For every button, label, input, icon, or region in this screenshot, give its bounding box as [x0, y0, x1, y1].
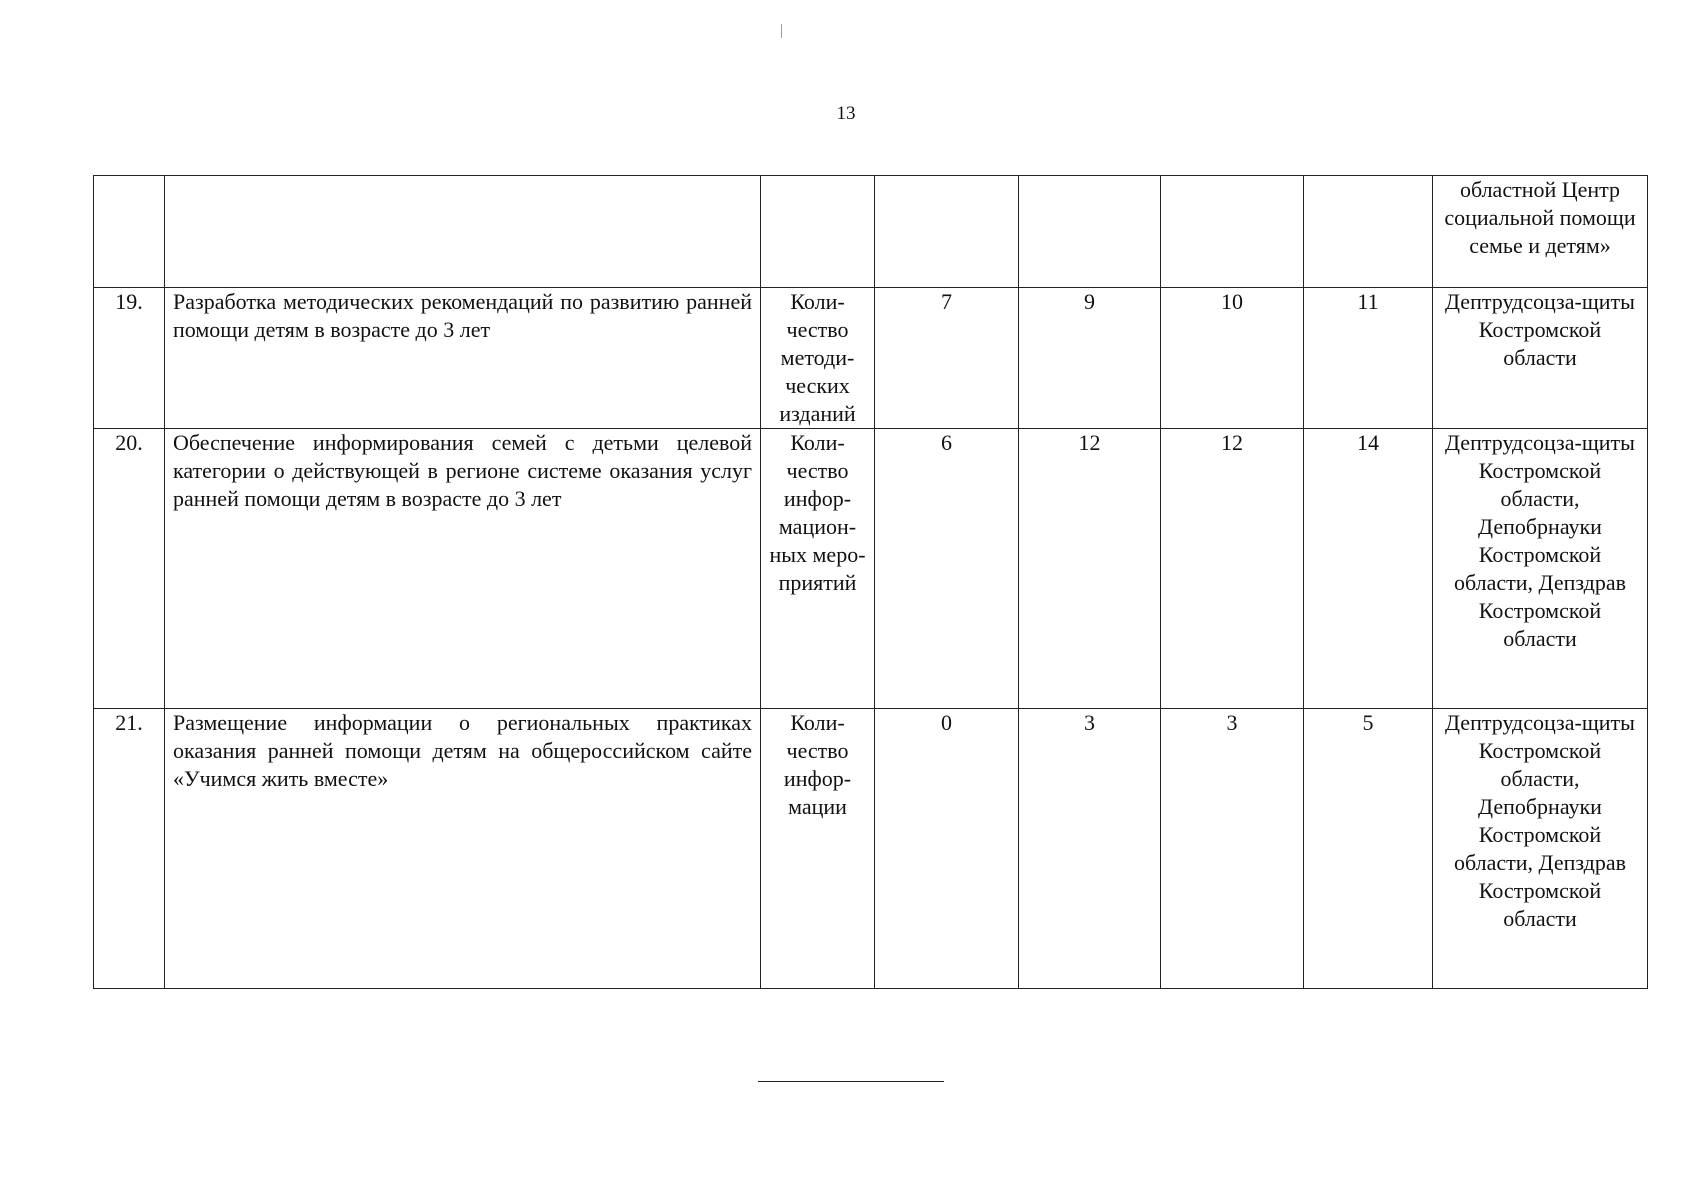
cell-value: [1019, 176, 1161, 288]
cell-value: 11: [1304, 288, 1433, 429]
measures-table: [93, 175, 1648, 989]
cell-unit: Коли-чество инфор-мацион-ных меро-приятий: [761, 429, 875, 709]
cell-value: [1304, 176, 1433, 288]
cell-unit: [761, 176, 875, 288]
cell-value: 12: [1161, 429, 1304, 709]
cell-value: 6: [875, 429, 1019, 709]
table-row: [94, 288, 1648, 429]
table-row: [94, 709, 1648, 989]
page-number: 13: [836, 103, 856, 124]
cell-value: 14: [1304, 429, 1433, 709]
cell-num: 20.: [94, 429, 165, 709]
cell-value: 7: [875, 288, 1019, 429]
cell-unit: Коли-чество инфор-мации: [761, 709, 875, 989]
cell-value: 12: [1019, 429, 1161, 709]
cell-value: 10: [1161, 288, 1304, 429]
cell-value: 9: [1019, 288, 1161, 429]
cell-num: 21.: [94, 709, 165, 989]
cell-value: [1161, 176, 1304, 288]
cell-num: 19.: [94, 288, 165, 429]
cell-value: 5: [1304, 709, 1433, 989]
cell-value: 0: [875, 709, 1019, 989]
cell-num: [94, 176, 165, 288]
cell-responsible: Дептрудсоцза-щиты Костромской области, Депобрнауки Костромской области, Депздрав Костромской области: [1433, 709, 1648, 989]
cell-name: Размещение информации о региональных практиках оказания ранней помощи детям на общероссийском сайте «Учимся жить вместе»: [165, 709, 761, 989]
cell-name: Обеспечение информирования семей с детьми целевой категории о действующей в регионе системе оказания услуг ранней помощи детям в возрасте до 3 лет: [165, 429, 761, 709]
end-of-document-rule: [758, 1081, 944, 1082]
table-row-continuation: [94, 176, 1648, 288]
scan-artifact-mark: [781, 24, 782, 38]
cell-responsible: Дептрудсоцза-щиты Костромской области, Депобрнауки Костромской области, Депздрав Костромской области: [1433, 429, 1648, 709]
table-row: [94, 429, 1648, 709]
cell-name: [165, 176, 761, 288]
cell-value: [875, 176, 1019, 288]
cell-value: 3: [1019, 709, 1161, 989]
cell-unit: Коли-чество методи-ческих изданий: [761, 288, 875, 429]
cell-name: Разработка методических рекомендаций по развитию ранней помощи детям в возрасте до 3 лет: [165, 288, 761, 429]
cell-responsible: Дептрудсоцза-щиты Костромской области: [1433, 288, 1648, 429]
cell-responsible: областной Центр социальной помощи семье и детям»: [1433, 176, 1648, 288]
cell-value: 3: [1161, 709, 1304, 989]
